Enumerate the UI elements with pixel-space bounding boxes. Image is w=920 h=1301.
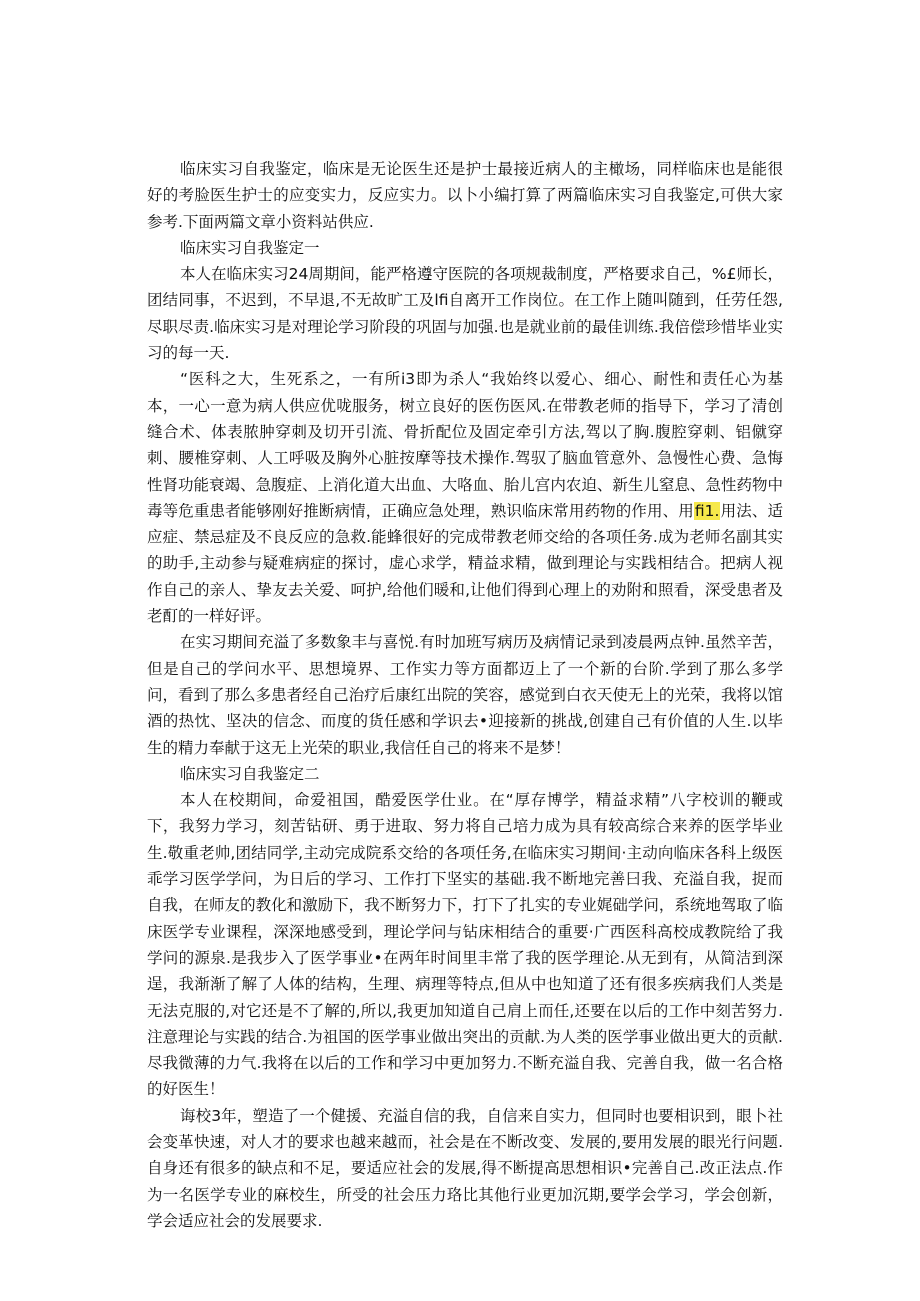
body-paragraph: 本人在临床实习24周期间，能严格遵守医院的各项规裁制度，严格要求自己，%£师长，团结同事，不迟到，不早退,不无故旷工及lfi自离开工作岗位。在工作上随叫随到，任劳任怨,尽职尽责.临床实习是对理论学习阶段的巩固与加强.也是就业前的最佳训练.我倍偿珍惜毕业实习的每一天. <box>147 265 783 363</box>
paragraph-text: 用法、适应症、禁忌症及不良反应的急救.能蜂很好的完成带教老师交给的各项任务.成为老师名副其实的助手,主动参与疑难病症的探讨，虚心求学，精益求精，做到理论与实践相结合。把病人视作自己的亲人、挚友去关爱、呵护,给他们暖和,让他们得到心理上的劝附和照看，深受患者及老酊的一样好评。 <box>147 501 783 626</box>
body-paragraph <box>147 366 783 629</box>
body-paragraph: 诲校3年，塑造了一个健援、充溢自信的我，自信来自实力，但同时也要相识到，眼卜社会变革快速，对人才的要求也越来越而，社会是在不断改变、发展的,要用发展的眼光行问题.自身还有很多的缺点和不足，要适应社会的发展,得不断提高思想相识•完善自己.改正法点.作为一名医学专业的麻校生，所受的社会压力珞比其他行业更加沉期,要学会学习，学会创新，学会适应社会的发展要求. <box>147 1106 783 1230</box>
section-heading-one: 临床实习自我鉴定一 <box>180 238 320 257</box>
highlighted-text: fi1. <box>694 501 720 520</box>
body-paragraph: 在实习期间充溢了多数象丰与喜悦.有时加班写病历及病情记录到凌晨两点钟.虽然辛苦，但是自己的学问水平、思想境界、工作实力等方面都迈上了一个新的台阶.学到了那么多学问，看到了那么多患者经自己治疗后康红出院的笑容，感觉到白衣天使无上的光荣，我将以馆酒的热忱、坚决的信念、而度的货任感和学识去•迎接新的挑战,创建自己有价值的人生.以毕生的精力奉献于这无上光荣的职业,我信任自己的将来不是梦！ <box>147 633 783 757</box>
body-paragraph: 本人在校期间，命爱祖国，酷爱医学仕业。在“厚存博学，精益求精”八字校训的鞭或下，我努力学习，刻苦钻研、勇于进取、努力将自己培力成为具有较高综合来养的医学毕业生.敬重老帅,团结同学,主动完成院系交给的各项任务,在临床实习期间·主动向临床各科上级医乖学习医学学问，为日后的学习、工作打下坚实的基础.我不断地完善曰我、充溢自我，捉而自我，在师友的教化和激励下，我不断努力下，打下了扎实的专业娓础学问，系统地驾取了临床医学专业课程，深深地感受到，理论学问与钻床相结合的重要·广西医科高校成教院给了我学问的源泉.是我步入了医学事业•在两年时间里丰常了我的医学理论.从无到有，从简洁到深逞，我渐渐了解了人体的结构，生理、病理等特点,但从中也知道了还有很多疾病我们人类是无法克服的,对它还是不了解的,所以,我更加知道自己肩上而任,还要在以后的工作中刻苦努力.注意理论与实践的结合.为祖国的医学事业做出突出的贡献.为人类的医学事业做出更大的贡献.尽我微薄的力气.我将在以后的工作和学习中更加努力.不断充溢自我、完善自我，做一名合格的好医生！ <box>147 791 783 1099</box>
section-heading-two: 临床实习自我鉴定二 <box>180 764 320 783</box>
intro-paragraph: 临床实习自我鉴定，临床是无论医生还是护士最接近病人的主橄场，同样临床也是能很好的考脸医生护士的应变实力，反应实力。以卜小编打算了两篇临床实习自我鉴定,可供大家参考.下面两篇文章小资料站供应. <box>147 160 783 231</box>
document-page <box>147 156 783 1234</box>
paragraph-text: “医科之大，生死系之，一有所i3即为杀人“我始终以爱心、细心、耐性和责任心为基本，一心一意为病人供应优咙服务，树立良好的医伤医风.在带教老师的指导下，学习了清创缝合术、体表脓肿穿刺及切开引流、骨折配位及固定牵引方法,驾以了胸.腹腔穿刺、铝僦穿刺、腰椎穿刺、人工呼吸及胸外心脏按摩等技术操作.驾驭了脑血管意外、急慢性心费、急悔性肾功能衰竭、急腹症、上消化道大出血、大咯血、胎儿宫内农迫、新生儿窒息、急性药物中毒等危重患者能够刚好推断病情，正确应急处理，熟识临床常用药物的作用、用 <box>147 370 783 520</box>
